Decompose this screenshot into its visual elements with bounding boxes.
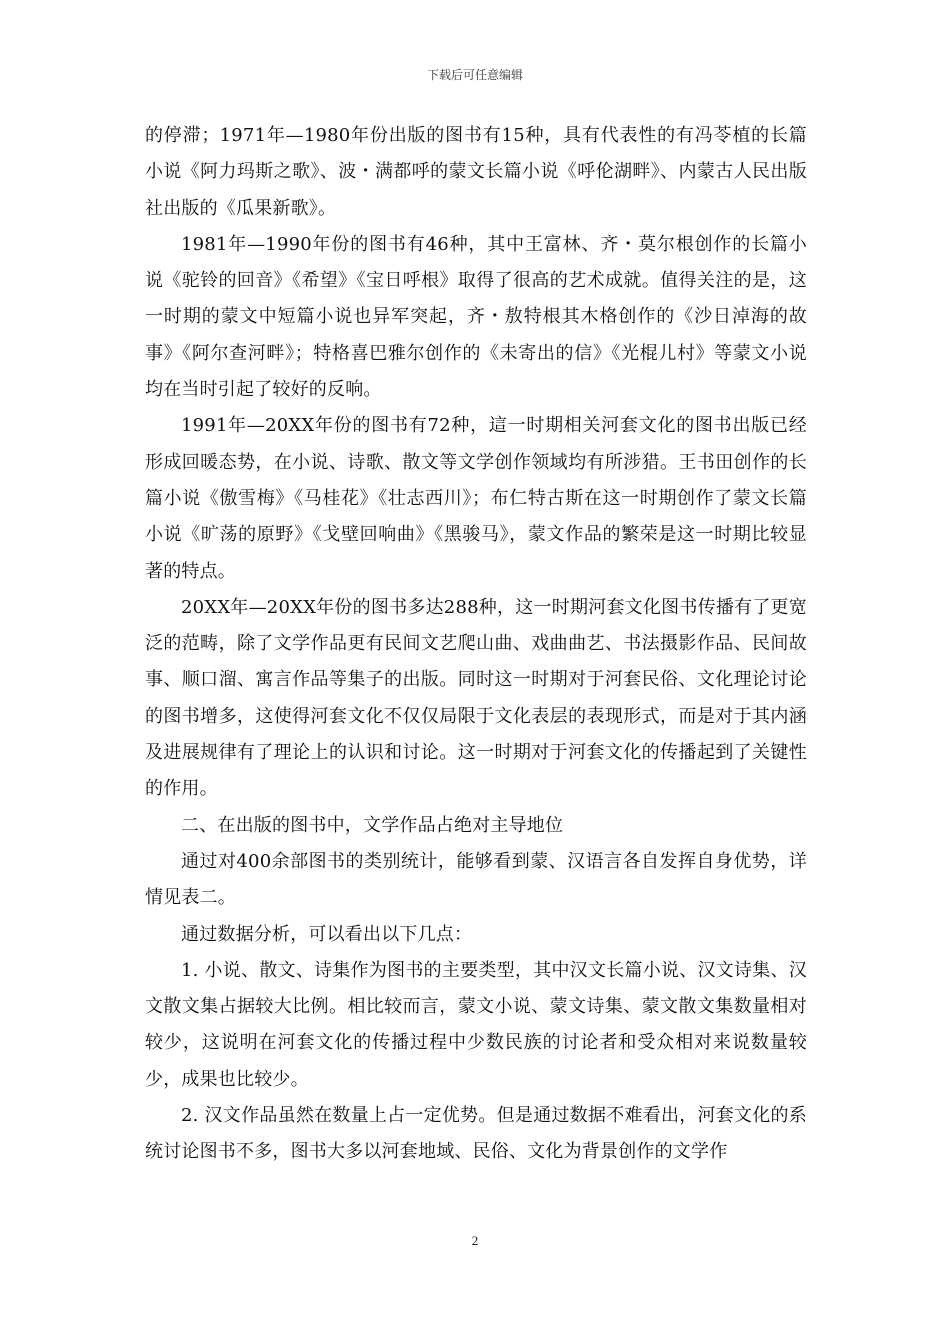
paragraph-6: 通过数据分析，可以看出以下几点： — [181, 923, 473, 945]
page-header: 下载后可任意编辑 — [426, 68, 523, 82]
paragraph-5: 通过对400余部图书的类别统计，能够看到蒙、汉语言各自发挥自身优势，详情见表二。 — [145, 850, 807, 909]
list-item-1: 1. 小说、散文、诗集作为图书的主要类型，其中汉文长篇小说、汉文诗集、汉文散文集占据较大比例。相比较而言，蒙文小说、蒙文诗集、蒙文散文集数量相对较少，这说明在河套文化的传播过程中少数民族的讨论者和受众相对来说数量较少，成果也比较少。 — [145, 959, 807, 1090]
paragraph-4: 20XX年—20XX年份的图书多达288种，这一时期河套文化图书传播有了更宽泛的范畴，除了文学作品更有民间文艺爬山曲、戏曲曲艺、书法摄影作品、民间故事、顺口溜、寓言作品等集子的出版。同时这一时期对于河套民俗、文化理论讨论的图书增多，这使得河套文化不仅仅局限于文化表层的表现形式，而是对于其内涵及进展规律有了理论上的认识和讨论。这一时期对于河套文化的传播起到了关键性的作用。 — [145, 596, 807, 800]
paragraph-3: 1991年—20XX年份的图书有72种，這一时期相关河套文化的图书出版已经形成回暖态势，在小说、诗歌、散文等文学创作领域均有所涉猎。王书田创作的长篇小说《傲雪梅》《马桂花》《壮志西川》；布仁特古斯在这一时期创作了蒙文长篇小说《旷荡的原野》《戈壁回响曲》《黑骏马》，蒙文作品的繁荣是这一时期比较显著的特点。 — [145, 415, 807, 582]
page-number: 2 — [471, 1233, 479, 1248]
document-body — [145, 118, 807, 1171]
section-heading: 二、在出版的图书中，文学作品占绝对主导地位 — [181, 814, 564, 836]
paragraph-1: 的停滞；1971年—1980年份出版的图书有15种，具有代表性的有冯苓植的长篇小说《阿力玛斯之歌》、波・满都呼的蒙文长篇小说《呼伦湖畔》、内蒙古人民出版社出版的《瓜果新歌》。 — [145, 125, 807, 219]
list-item-2: 2. 汉文作品虽然在数量上占一定优势。但是通过数据不难看出，河套文化的系统讨论图书不多，图书大多以河套地域、民俗、文化为背景创作的文学作 — [145, 1105, 807, 1163]
paragraph-2: 1981年—1990年份的图书有46种，其中王富林、齐・莫尔根创作的长篇小说《驼铃的回音》《希望》《宝日呼根》取得了很高的艺术成就。值得关注的是，这一时期的蒙文中短篇小说也异军突起，齐・敖特根其木格创作的《沙日淖海的故事》《阿尔查河畔》；特格喜巴雅尔创作的《未寄出的信》《光棍儿村》等蒙文小说均在当时引起了较好的反响。 — [145, 233, 807, 401]
